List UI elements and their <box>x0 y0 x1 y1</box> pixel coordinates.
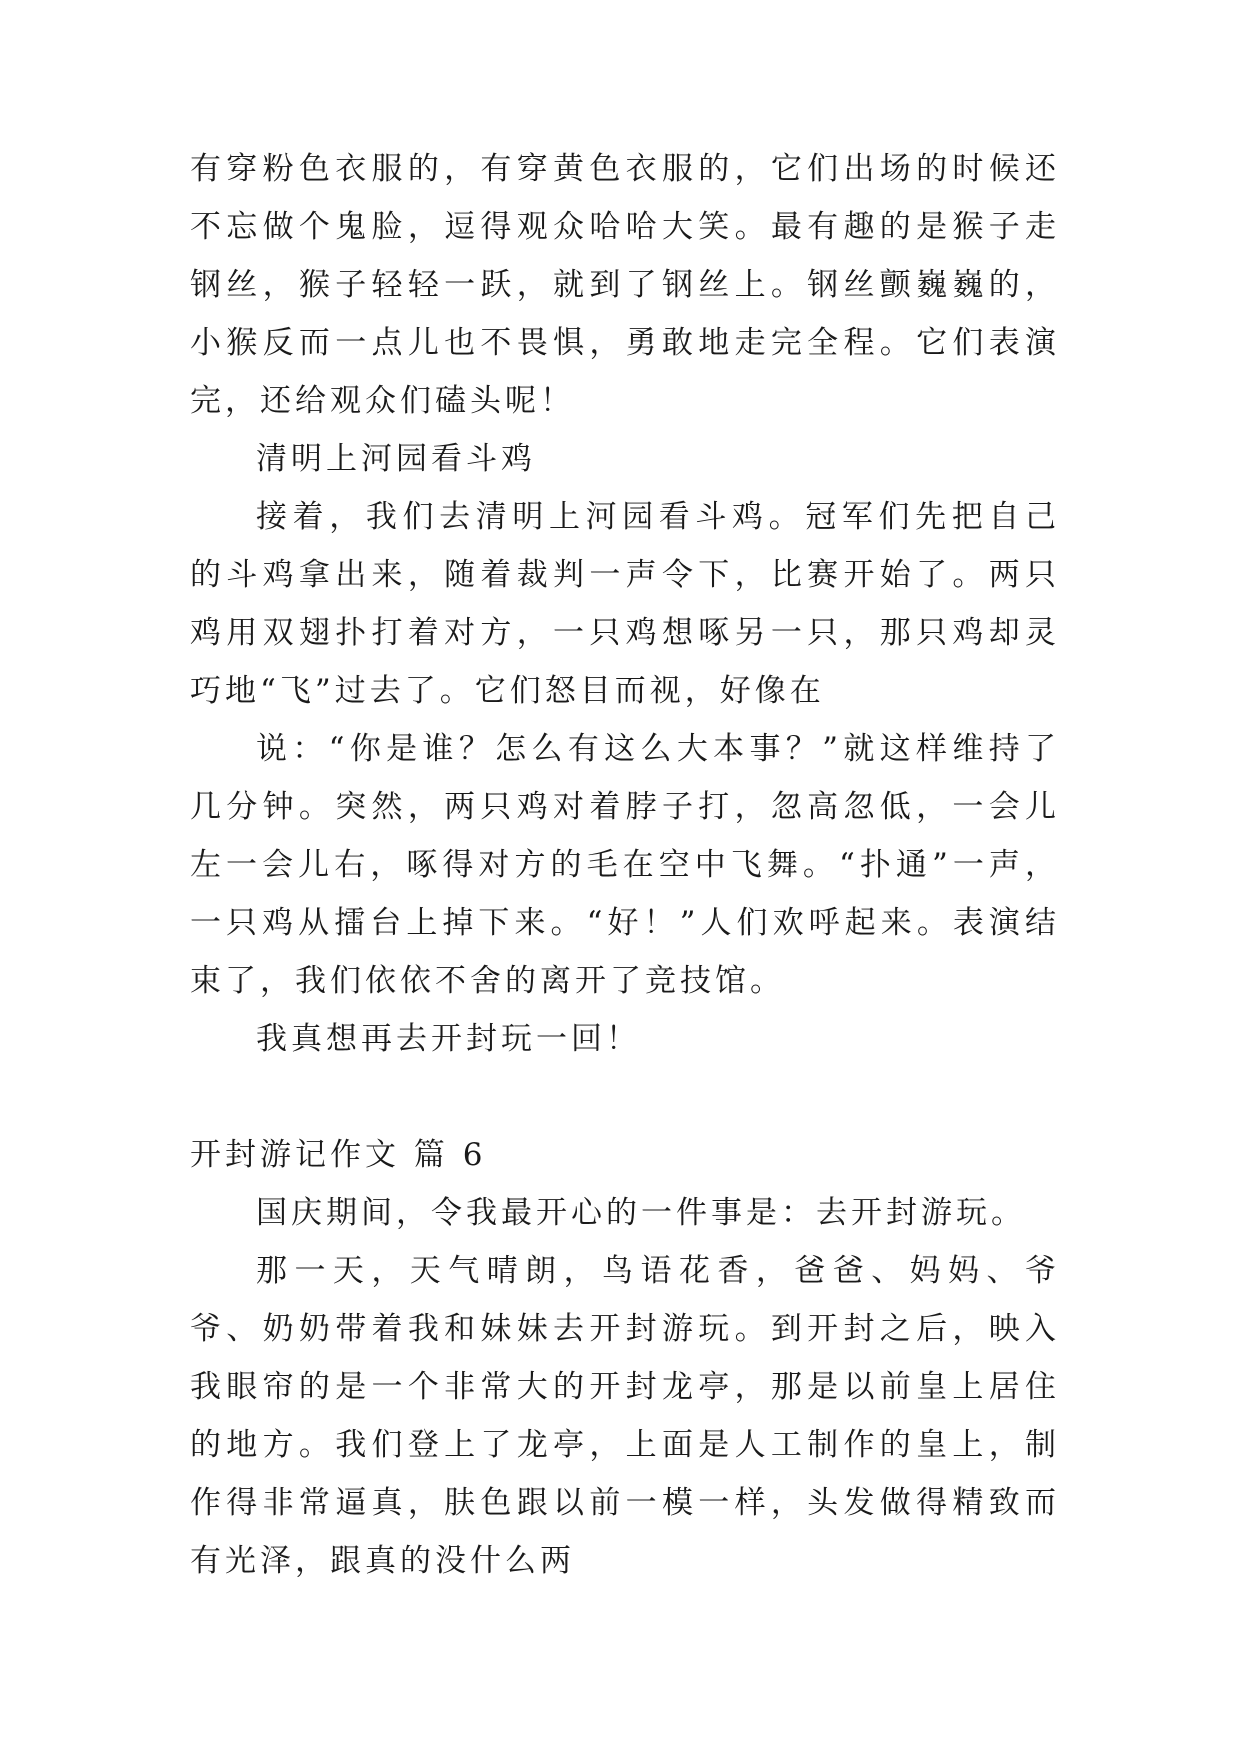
paragraph-conclusion: 我真想再去开封玩一回！ <box>256 1021 641 1057</box>
paragraph-cockfight-start: 接着，我们去清明上河园看斗鸡。冠军们先把自己的斗鸡拿出来，随着裁判一声令下，比赛开始了。两只鸡用双翅扑打着对方，一只鸡想啄另一只，那只鸡却灵巧地“飞”过去了。它们怒目而视，好像在 <box>190 499 1060 709</box>
section-title: 开封游记作文 篇 6 <box>190 1137 487 1173</box>
paragraph-longting: 那一天，天气晴朗，鸟语花香，爸爸、妈妈、爷爷、奶奶带着我和妹妹去开封游玩。到开封之后，映入我眼帘的是一个非常大的开封龙亭，那是以前皇上居住的地方。我们登上了龙亭，上面是人工制作的皇上，制作得非常逼真，肤色跟以前一模一样，头发做得精致而有光泽，跟真的没什么两 <box>190 1253 1060 1579</box>
paragraph-cockfight-end: 说：“你是谁？怎么有这么大本事？”就这样维持了几分钟。突然，两只鸡对着脖子打，忽高忽低，一会儿左一会儿右，啄得对方的毛在空中飞舞。“扑通”一声，一只鸡从擂台上掉下来。“好！”人们欢呼起来。表演结束了，我们依依不舍的离开了竞技馆。 <box>190 731 1060 999</box>
paragraph-monkey-show: 有穿粉色衣服的，有穿黄色衣服的，它们出场的时候还不忘做个鬼脸，逗得观众哈哈大笑。最有趣的是猴子走钢丝，猴子轻轻一跃，就到了钢丝上。钢丝颤巍巍的，小猴反而一点儿也不畏惧，勇敢地走完全程。它们表演完，还给观众们磕头呢！ <box>190 151 1060 419</box>
document-body <box>190 140 1060 1590</box>
subheading-cockfight: 清明上河园看斗鸡 <box>256 441 536 477</box>
section-gap <box>190 1068 1060 1126</box>
paragraph-national-day: 国庆期间，令我最开心的一件事是：去开封游玩。 <box>256 1195 1026 1231</box>
